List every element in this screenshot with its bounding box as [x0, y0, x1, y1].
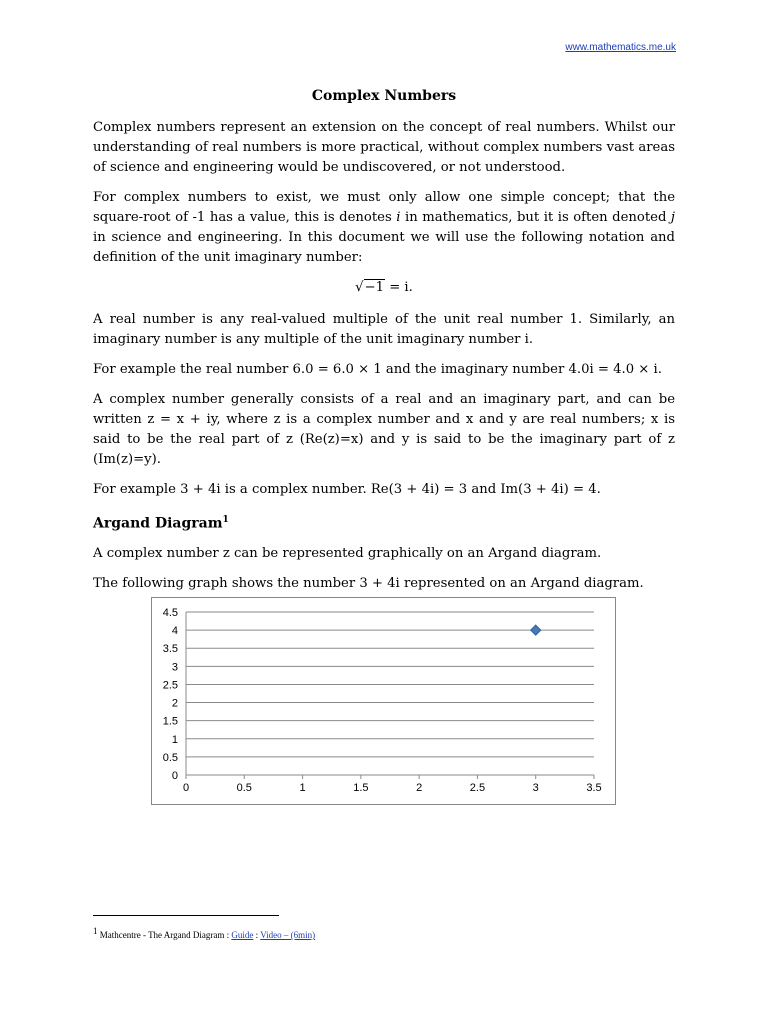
paragraph-imaginary-unit-part2: in mathematics, but it is often denoted — [400, 210, 671, 225]
y-tick-label: 3 — [171, 661, 178, 674]
page-title: Complex Numbers — [311, 88, 457, 104]
x-tick-label: 0 — [182, 782, 190, 794]
x-tick-label: 0.5 — [236, 782, 252, 794]
y-tick-label: 1 — [171, 733, 178, 746]
paragraph-argand-intro: A complex number z can be represented graphically on an Argand diagram. — [93, 545, 602, 561]
x-tick-label: 1.5 — [353, 782, 369, 794]
equation-sqrt-minus-one — [93, 278, 675, 298]
equation-rhs: = i. — [385, 280, 413, 295]
y-tick-label: 3.5 — [162, 643, 178, 656]
footnote-ref: 1 — [222, 515, 229, 525]
paragraph-complex-definition: A complex number generally consists of a real and an imaginary part, and can be written z = x + iy, where z is a complex number and x and y are real numbers; x is said to be the real part of z (Re(z)=x) and y is said to be the imaginary part of z (Im(z)=y). — [93, 392, 675, 467]
x-tick-label: 1 — [299, 782, 306, 794]
y-tick-label: 2.5 — [162, 679, 178, 692]
paragraph-real-number: A real number is any real-valued multiple of the unit real number 1. Similarly, an imaginary number is any multiple of the unit imaginary number i. — [93, 312, 675, 347]
footnote-separator: : — [253, 930, 261, 940]
paragraph-example-real: For example the real number 6.0 = 6.0 × 1 and the imaginary number 4.0i = 4.0 × i. — [93, 362, 662, 377]
y-tick-label: 4 — [171, 625, 178, 638]
paragraph-imaginary-unit-part1: For complex numbers to exist, we must only allow one simple concept; that the square-root of -1 has a value, this is denotes — [93, 190, 675, 225]
equation-radicand: −1 — [364, 280, 384, 295]
section-title-argand: Argand Diagram$^1$ — [93, 515, 229, 532]
footnote — [93, 926, 315, 940]
footnote-number: 1 — [93, 926, 98, 936]
x-tick-label: 2.5 — [469, 782, 486, 794]
paragraph-example-complex: For example 3 + 4i is a complex number. Re(3 + 4i) = 3 and Im(3 + 4i) = 4. — [93, 482, 601, 497]
document-body — [93, 118, 675, 604]
sqrt-symbol: √ — [355, 280, 364, 295]
y-tick-label: 0.5 — [162, 751, 178, 764]
footnote-guide-link[interactable]: Guide — [231, 930, 254, 940]
x-tick-label: 3.5 — [586, 782, 602, 794]
paragraph-argand-graph: The following graph shows the number 3 + 4i represented on an Argand diagram. — [93, 575, 644, 591]
paragraph-imaginary-unit — [93, 188, 675, 268]
argand-chart-svg — [152, 598, 617, 806]
symbol-i: i — [396, 210, 401, 225]
paragraph-intro: Complex numbers represent an extension on the concept of real numbers. Whilst our understanding of real numbers is more practical, without complex numbers vast areas of science and engineering would be undiscovered, or not understood. — [93, 120, 675, 175]
footnote-video-link[interactable]: Video – (6min) — [260, 930, 316, 940]
footnote-text: Mathcentre - The Argand Diagram : — [99, 930, 232, 940]
y-tick-label: 2 — [171, 697, 178, 710]
x-tick-label: 3 — [532, 782, 539, 794]
header-website-link[interactable]: www.mathematics.me.uk — [565, 42, 676, 53]
x-tick-label: 2 — [416, 782, 423, 794]
y-tick-label: 0 — [171, 770, 178, 782]
data-point-0 — [531, 625, 541, 635]
paragraph-imaginary-unit-part3: in science and engineering. In this document we will use the following notation and definition of the unit imaginary number: — [93, 230, 675, 265]
symbol-j: j — [670, 210, 676, 225]
y-tick-label: 1.5 — [162, 715, 178, 728]
footnote-divider — [93, 915, 279, 916]
argand-chart — [151, 597, 616, 805]
y-tick-label: 4.5 — [162, 607, 178, 619]
